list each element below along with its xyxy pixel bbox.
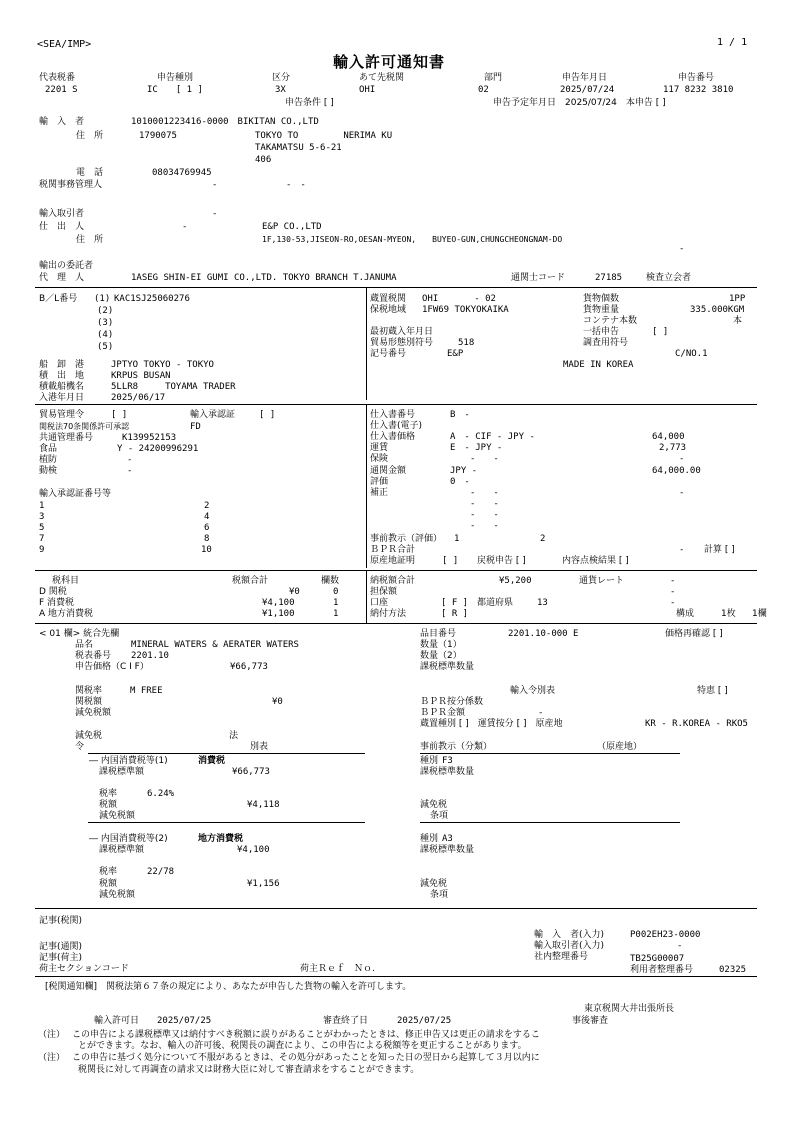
value-tsumidashi: KRPUS BUSAN <box>111 371 171 381</box>
label-tsuka-kingaku: 通関金額 <box>370 466 407 476</box>
value-kyotsu: K139952153 <box>122 433 177 443</box>
value-kosu: 1PP <box>729 294 746 304</box>
address-line-1: TOKYO TO NERIMA KU <box>255 131 393 141</box>
value-shire-kakaku: A - CIF - JPY - <box>450 432 535 442</box>
label-zeigaku-gokei: 税額合計 <box>232 576 269 586</box>
label-suryo-1: 数量（1） <box>420 640 462 650</box>
value-hosei-dash: - <box>679 488 685 498</box>
value-kanri-1: - <box>212 180 218 190</box>
value-zeigaku: ¥1,156 <box>247 879 280 889</box>
shonin-no-1: 1 <box>39 501 45 511</box>
value-shidashi-address: 1F,130-53,JISEON-RO,OESAN-MYEON, BUYEO-GUN,CHUNGCHEONGNAM-DO <box>262 235 563 244</box>
note-marker: （注） <box>38 1030 66 1040</box>
label-shinsa-date: 審査終了日 <box>323 1016 369 1026</box>
label-tanpo: 担保額 <box>370 587 398 597</box>
value-nengappi: 2025/07/24 <box>560 85 615 95</box>
label-naiyo: 内容点検結果 [ ] <box>562 556 629 566</box>
bl-num-1: (1) <box>94 294 111 304</box>
value-shubetsu: IC [ 1 ] <box>147 85 203 95</box>
bl-num-4: (4) <box>97 330 114 340</box>
divider <box>420 753 680 754</box>
note-1-line-2: とができます。なお、輸入の許可後、税関長の調査により、この申告による税額等を更正することがあります。 <box>78 1041 527 1051</box>
label-torihiki-input: 輸入取引者(入力) <box>534 941 605 951</box>
value-tsuka-kingaku: JPY - <box>450 466 478 476</box>
label-importer-input: 輸 入 者(入力) <box>534 930 605 940</box>
item-ran-label: < 01 欄> 統合先欄 <box>39 629 120 639</box>
shonin-no-5: 5 <box>39 523 45 533</box>
value-zip: 1790075 <box>139 131 177 141</box>
label-shinkoku-kakaku: 申告価格（C I F） <box>75 662 149 672</box>
divider <box>366 288 367 400</box>
label-kanzeigaku: 関税額 <box>75 697 103 707</box>
shonin-no-6: 6 <box>204 523 210 533</box>
label-genmen-zeigaku: 減免税額 <box>75 708 112 718</box>
value-shanai-seiri: TB25G00007 <box>630 954 685 964</box>
value-unchin-amt: 2,773 <box>659 443 687 453</box>
value-atesaki: OHI <box>359 85 376 95</box>
shinkoku-jouken: 申告条件 [ ] <box>285 98 334 108</box>
value-ikkatsu: [ ] <box>652 327 669 337</box>
label-bpr-keisu: ＢＰＲ按分係数 <box>420 697 484 707</box>
tax-row-amount: ¥1,100 <box>262 609 295 619</box>
label-bumon: 部門 <box>484 73 503 83</box>
label-genmen-zeigaku: 減免税額 <box>99 890 136 900</box>
label-kiji-tsukan: 記事(通関) <box>39 942 83 952</box>
bl-num-3: (3) <box>97 318 114 328</box>
label-daihyo: 代表税番 <box>39 73 76 83</box>
shinkoku-yotei: 申告予定年月日 2025/07/24 本申告 [ ] <box>493 98 666 108</box>
value-container: 本 <box>733 316 743 326</box>
shonin-no-9: 9 <box>39 545 45 555</box>
value-zeigaku: ¥4,118 <box>247 800 280 810</box>
label-hozei: 保税地域 <box>370 305 407 315</box>
value-boeki-kanri: [ ] <box>111 410 128 420</box>
value-koza: [ F ] <box>441 598 469 608</box>
value-shonin: [ ] <box>259 410 276 420</box>
value-torihiki: - <box>212 209 218 219</box>
tax-row-count: 1 <box>333 609 339 619</box>
shonin-no-10: 10 <box>201 545 212 555</box>
value-shidashi: E&P CO.,LTD <box>262 222 322 232</box>
value-70jo: FD <box>190 422 201 432</box>
value-shokuhin: Y - 24200996291 <box>117 444 199 454</box>
value-tsukan: 27185 <box>595 273 623 283</box>
label-genmenzei: 減免税 <box>420 800 448 810</box>
value-gensan-shomei: [ ] <box>442 556 459 566</box>
label-bango: 申告番号 <box>678 73 715 83</box>
label-importer: 輸 入 者 <box>39 117 85 127</box>
label-shanai-seiri: 社内整理番号 <box>534 952 589 962</box>
label-shonin: 輸入承認証 <box>190 410 236 420</box>
label-container: コンテナ本数 <box>583 316 638 326</box>
value-kanzeiritsu: M FREE <box>130 686 163 696</box>
label-shire-no: 仕入書番号 <box>370 410 416 420</box>
label-boeki-keitai: 貿易形態別符号 <box>370 338 434 348</box>
label-suryo-2: 数量（2） <box>420 651 462 661</box>
value-hosei-4: - - <box>470 521 499 531</box>
label-zeihyo: 税表番号 <box>75 651 112 661</box>
label-riyosha-seiri: 利用者整理番号 <box>630 965 694 975</box>
label-shire-kakaku: 仕入書価格 <box>370 432 416 442</box>
value-hosei-2: - - <box>470 499 499 509</box>
label-kyotsu: 共通管理番号 <box>39 433 94 443</box>
label-shidashi-address: 住 所 <box>76 235 104 245</box>
note-marker: （注） <box>38 1053 66 1063</box>
note-1-line-1: この申告による課税標準又は納付すべき税額に誤りがあることがわかったときは、修正申告又は更正の請求をするこ <box>72 1030 540 1040</box>
label-hoken: 保険 <box>370 454 389 464</box>
label-70jo: 関税法70条関係許可承認 <box>39 422 130 431</box>
label-nengappi: 申告年月日 <box>562 73 608 83</box>
label-unchin: 運賃 <box>370 443 389 453</box>
value-boeki-keitai: 518 <box>458 338 475 348</box>
page-number: 1 / 1 <box>717 37 748 48</box>
label-yunyu-beppyo: 輸入令別表 <box>510 686 556 696</box>
label-ikkatsu: 一括申告 <box>583 327 620 337</box>
value-hinmei: MINERAL WATERS & AERATER WATERS <box>131 640 299 650</box>
label-shokubo: 植防 <box>39 455 58 465</box>
address-line-3: 406 <box>255 155 272 165</box>
divider <box>88 753 365 754</box>
value-tsuka-kingaku-amt: 64,000.00 <box>652 466 701 476</box>
value-kanzeigaku: ¥0 <box>272 697 283 707</box>
label-zeigaku: 税額 <box>99 800 118 810</box>
value-riyosha-seiri: 02325 <box>719 965 747 975</box>
label-zeigaku: 税額 <box>99 879 118 889</box>
bl-num-2: (2) <box>97 306 114 316</box>
label-zeiritsu: 税率 <box>99 789 118 799</box>
value-jizen-2: 2 <box>540 534 546 544</box>
form-code: <SEA/IMP> <box>37 39 92 50</box>
shonin-no-7: 7 <box>39 534 45 544</box>
label-phone: 電 話 <box>76 168 104 178</box>
label-zeimoku: 税科目 <box>52 576 80 586</box>
label-gensan-shomei: 原産地証明 <box>370 556 416 566</box>
divider <box>88 822 365 823</box>
value-rate-3: - <box>670 598 676 608</box>
label-zoochi: 蔵置税関 <box>370 294 407 304</box>
value-shinsa-date: 2025/07/25 <box>397 1016 452 1026</box>
divider <box>366 571 367 623</box>
label-kazei-hyojungaku: 課税標準額 <box>99 767 145 777</box>
label-section-code: 荷主セクションコード <box>39 964 129 974</box>
page-title: 輸入許可通知書 <box>333 53 446 71</box>
label-juryo: 貨物重量 <box>583 305 620 315</box>
label-kiji-zeikan: 記事(税関) <box>39 916 83 926</box>
label-kigo: 記号番号 <box>370 349 407 359</box>
tax-row-name: D 関税 <box>39 587 67 597</box>
label-nofu-hoho: 納付方法 <box>370 609 407 619</box>
value-shubetsu: F3 <box>442 756 453 766</box>
label-keisan: 計算 [ ] <box>704 545 735 555</box>
tax-row-name: F 消費税 <box>39 598 75 608</box>
label-bpr-kingaku: ＢＰＲ金額 <box>420 708 466 718</box>
divider <box>35 623 757 624</box>
label-kanzeiritsu: 関税率 <box>75 686 103 696</box>
value-shokubo: - <box>127 455 133 465</box>
label-shonin-no: 輸入承認証番号等 <box>39 489 112 499</box>
label-atesaki: あて先税関 <box>359 73 405 83</box>
label-ninushi-ref: 荷主Ｒｅｆ Ｎｏ. <box>300 964 375 974</box>
label-hosei: 補正 <box>370 488 389 498</box>
value-bpr-kingaku: - <box>538 708 544 718</box>
value-naikoku-2-name: 地方消費税 <box>198 834 244 844</box>
customs-notice: [税関通知欄] 関税法第６７条の規定により、あなたが申告した貨物の輸入を許可します。 <box>45 982 412 992</box>
note-2-line-2: 税関長に対して再調査の請求又は財務大臣に対して審査請求をすることができます。 <box>78 1065 420 1075</box>
value-shubetsu: A3 <box>442 834 453 844</box>
label-kazei-hyojun-suryo: 課税標準数量 <box>420 767 475 777</box>
value-todofuken: 13 <box>537 598 548 608</box>
label-hinmoku: 品目番号 <box>420 629 457 639</box>
tax-row-count: 1 <box>333 598 339 608</box>
tax-row-amount: ¥4,100 <box>262 598 295 608</box>
value-importer: 1010001223416-0000 BIKITAN CO.,LTD <box>131 117 319 127</box>
label-ransu: 欄数 <box>321 576 340 586</box>
label-kosu: 貨物個数 <box>583 294 620 304</box>
value-made-in: MADE IN KOREA <box>563 360 634 370</box>
label-itaku: 輸出の委託者 <box>39 261 94 271</box>
label-gensanchi-paren: （原産地） <box>597 742 643 752</box>
label-ageko: 船 卸 港 <box>39 360 85 370</box>
label-tsukan: 通関士コード <box>511 273 566 283</box>
label-kubun: 区分 <box>272 73 291 83</box>
divider <box>35 908 757 909</box>
value-juryo: 335.000KGM <box>690 305 745 315</box>
label-genmen-zeigaku: 減免税額 <box>99 811 136 821</box>
value-gensanchi: KR - R.KOREA - RKO5 <box>645 719 748 729</box>
value-cno: C/NO.1 <box>675 349 708 359</box>
value-nyuko: 2025/06/17 <box>111 393 166 403</box>
value-hoken-dash: - <box>679 454 685 464</box>
value-kubun: 3X <box>275 85 286 95</box>
label-shokuhin: 食品 <box>39 444 58 454</box>
value-vessel: 5LLR8 TOYAMA TRADER <box>111 382 236 392</box>
value-kanri-2: - - <box>286 180 306 190</box>
address-line-2: TAKAMATSU 5-6-21 <box>255 143 342 153</box>
customs-office: 東京税関大井出張所長 <box>584 1004 675 1014</box>
divider <box>420 822 680 823</box>
value-bl-1: KAC1SJ25060276 <box>114 294 190 304</box>
label-shubetsu: 種別 <box>420 834 439 844</box>
value-kigo: E&P <box>447 349 464 359</box>
label-zoshu: 蔵置種別 [ ] 運賃按分 [ ] 原産地 <box>420 719 563 729</box>
shonin-no-3: 3 <box>39 512 45 522</box>
value-ran: 1欄 <box>752 609 767 619</box>
value-zoochi: OHI - 02 <box>422 294 496 304</box>
value-nozei-gokei: ¥5,200 <box>499 576 532 586</box>
shonin-no-4: 4 <box>204 512 210 522</box>
value-hyoka: 0 - <box>450 477 470 487</box>
value-zeihyo: 2201.10 <box>131 651 169 661</box>
value-bumon: 02 <box>478 85 489 95</box>
value-rate-2: - <box>670 587 676 597</box>
label-bpr-gokei: ＢＰＲ合計 <box>370 545 416 555</box>
label-naikoku-1: ― 内国消費税等(1) <box>89 756 168 766</box>
value-shire-no: B - <box>450 410 470 420</box>
value-kazei-hyojungaku: ¥66,773 <box>232 767 270 777</box>
value-hoken: - - <box>470 454 499 464</box>
label-shidashi: 仕 出 人 <box>39 222 85 232</box>
label-naikoku-2: ― 内国消費税等(2) <box>89 834 168 844</box>
note-2-line-1: この申告に基づく処分について不服があるときは、その処分があったことを知った日の翌日から起算して３月以内に <box>72 1053 540 1063</box>
label-kazei-hyojun-suryo: 課税標準数量 <box>420 662 475 672</box>
label-tsumidashi: 積 出 地 <box>39 371 85 381</box>
label-joko: 条項 <box>430 890 449 900</box>
label-kiji-ninushi: 記事(荷主) <box>39 953 83 963</box>
label-kakaku-saikakunin: 価格再確認 [ ] <box>665 629 723 639</box>
divider <box>35 404 757 405</box>
label-hinmei: 品名 <box>75 640 94 650</box>
value-kyoka-date: 2025/07/25 <box>157 1016 212 1026</box>
divider <box>35 976 757 977</box>
tax-row-name: A 地方消費税 <box>39 609 94 619</box>
value-dairi: 1ASEG SHIN-EI GUMI CO.,LTD. TOKYO BRANCH T.JANUMA <box>131 273 397 283</box>
value-daihyo: 2201 S <box>45 85 78 95</box>
value-doken: - <box>127 466 133 476</box>
value-torihiki-input: - <box>677 941 683 951</box>
label-boeki-kanri: 貿易管理令 <box>39 410 85 420</box>
label-bl: B／L番号 <box>39 294 78 304</box>
value-zeiritsu: 6.24% <box>147 789 175 799</box>
label-beppyo: 別表 <box>250 742 269 752</box>
label-tokkei: 特恵 [ ] <box>697 686 728 696</box>
label-shire-denshi: 仕入書(電子) <box>370 421 423 431</box>
divider <box>366 405 367 568</box>
label-ho: 法 <box>229 731 239 741</box>
label-zeiritsu: 税率 <box>99 867 118 877</box>
shonin-no-2: 2 <box>204 501 210 511</box>
label-genmenzei: 減免税 <box>420 879 448 889</box>
label-chosa: 調査用符号 <box>583 338 629 348</box>
label-koza: 口座 <box>370 598 389 608</box>
value-unchin: E - JPY - <box>450 443 503 453</box>
label-kazei-hyojun-suryo: 課税標準数量 <box>420 845 475 855</box>
value-shidashi-dash-2: - <box>679 244 685 254</box>
value-shinkoku-kakaku: ¥66,773 <box>230 662 268 672</box>
label-nozei-gokei: 納税額合計 <box>370 576 416 586</box>
label-nyuko: 入港年月日 <box>39 393 85 403</box>
tax-row-amount: ¥0 <box>289 587 300 597</box>
value-shire-kakaku-amt: 64,000 <box>652 432 685 442</box>
label-doken: 動検 <box>39 466 58 476</box>
label-dairi: 代 理 人 <box>39 273 85 283</box>
value-hinmoku: 2201.10-000 E <box>508 629 579 639</box>
bl-num-5: (5) <box>97 342 114 352</box>
value-zeiritsu: 22/78 <box>147 867 175 877</box>
label-shubetsu: 申告種別 <box>157 73 194 83</box>
label-hyoka: 評価 <box>370 477 389 487</box>
value-phone: 08034769945 <box>152 168 212 178</box>
label-jizen-bunrui: 事前教示（分類） <box>420 742 493 752</box>
label-modoshi: 戻税申告 [ ] <box>477 556 526 566</box>
value-shidashi-dash: - <box>182 222 188 232</box>
value-hozei: 1FW69 TOKYOKAIKA <box>422 305 509 315</box>
value-hosei-3: - - <box>470 510 499 520</box>
label-rei: 令 <box>75 742 85 752</box>
label-todofuken: 都道府県 <box>477 598 514 608</box>
label-kensa: 検査立会者 <box>646 273 692 283</box>
label-vessel: 積載船機名 <box>39 382 85 392</box>
label-joko: 条項 <box>430 811 449 821</box>
value-bango: 117 8232 3810 <box>663 85 734 95</box>
tax-row-count: 0 <box>333 587 339 597</box>
value-hosei: - - <box>470 488 499 498</box>
label-genmenzei-ho: 減免税 <box>75 731 103 741</box>
label-kyoka-date: 輸入許可日 <box>94 1016 140 1026</box>
label-shubetsu: 種別 <box>420 756 439 766</box>
value-mai: 1枚 <box>721 609 736 619</box>
divider <box>35 570 757 571</box>
value-nofu-hoho: [ R ] <box>441 609 469 619</box>
value-jizen-1: 1 <box>454 534 460 544</box>
value-naikoku-1-name: 消費税 <box>198 756 226 766</box>
label-jigo-shinsa: 事後審査 <box>572 1016 609 1026</box>
label-tsuka-rate: 通貨レート <box>579 576 625 586</box>
value-rate-1: - <box>670 576 676 586</box>
label-kosei: 構成 <box>676 609 695 619</box>
label-torihiki: 輸入取引者 <box>39 209 85 219</box>
label-kanri: 税関事務管理人 <box>39 180 103 190</box>
value-importer-input: P002EH23-0000 <box>630 930 701 940</box>
label-saisho: 最初蔵入年月日 <box>370 327 434 337</box>
value-bpr-gokei: - <box>679 545 685 555</box>
value-ageko: JPTYO TOKYO - TOKYO <box>111 360 214 370</box>
label-address: 住 所 <box>76 131 104 141</box>
label-jizen-hyoka: 事前教示（評価） <box>370 534 443 544</box>
value-kazei-hyojungaku: ¥4,100 <box>237 845 270 855</box>
divider <box>35 287 757 288</box>
shonin-no-8: 8 <box>204 534 210 544</box>
label-kazei-hyojungaku: 課税標準額 <box>99 845 145 855</box>
